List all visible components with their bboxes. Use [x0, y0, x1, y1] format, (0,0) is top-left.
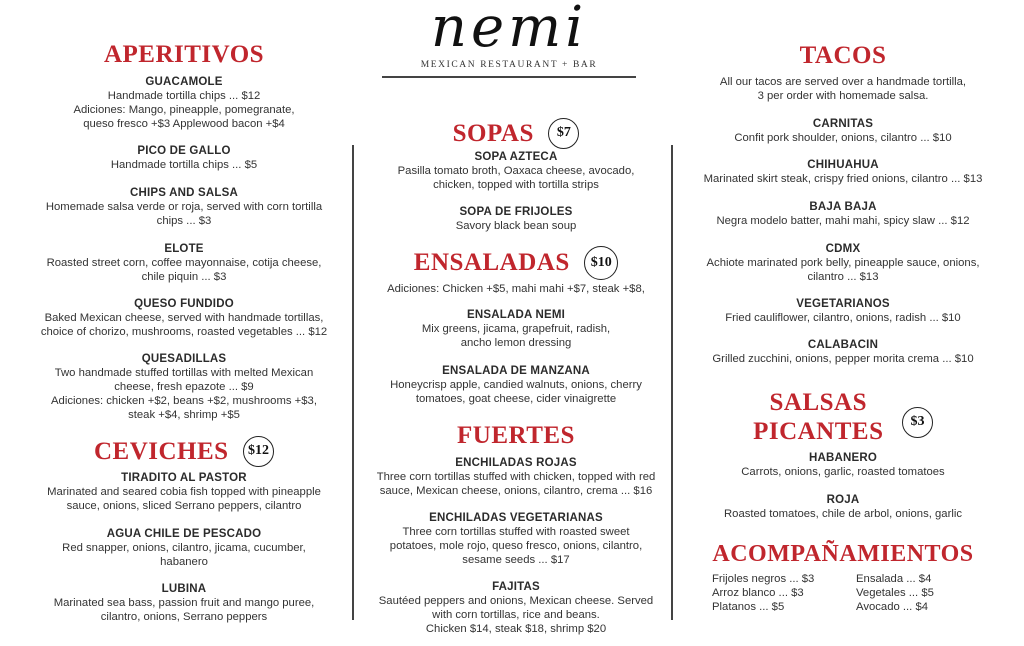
section-header-salsas-picantes: [676, 388, 1010, 446]
section-header-sopas: [362, 118, 670, 149]
side-item: Ensalada ... $4: [856, 573, 932, 585]
item-desc: Sautéed peppers and onions, Mexican cheese. Served: [378, 595, 654, 607]
item-desc: cheese, fresh epazote ... $9: [114, 381, 254, 393]
section-header-acompanamientos: [676, 540, 1010, 568]
item-desc: habanero: [160, 556, 208, 568]
item-desc: Two handmade stuffed tortillas with melted Mexican: [54, 367, 314, 379]
item-name: CDMX: [825, 243, 861, 255]
menu-item-vegetarianos: [676, 297, 1010, 325]
item-name: QUESADILLAS: [141, 353, 227, 365]
menu-item-cdmx: [676, 242, 1010, 284]
item-desc: Confit pork shoulder, onions, cilantro ... $10: [734, 132, 952, 144]
menu-item-lubina: [14, 582, 354, 624]
item-name: ENSALADA NEMI: [466, 309, 565, 321]
menu-item-elote: [14, 242, 354, 284]
item-name: ENSALADA DE MANZANA: [442, 365, 590, 377]
side-item: Platanos ... $5: [712, 601, 785, 613]
menu-item-sopa-de-frijoles: [362, 205, 670, 233]
menu-item-habanero: [676, 451, 1010, 479]
section-title-fuertes: FUERTES: [457, 422, 575, 449]
item-desc: chile piquin ... $3: [141, 271, 227, 283]
section-title-sopas: SOPAS: [452, 119, 534, 147]
section-price-badge: $3: [902, 407, 933, 438]
item-name: SOPA DE FRIJOLES: [459, 206, 573, 218]
menu-item-guacamole: [14, 75, 354, 131]
column-middle: [362, 0, 670, 646]
section-note: Adiciones: Chicken +$5, mahi mahi +$7, steak +$8,: [387, 283, 645, 295]
item-name: PICO DE GALLO: [137, 145, 231, 157]
item-desc: Pasilla tomato broth, Oaxaca cheese, avocado,: [397, 165, 635, 177]
salsas-title-block: [753, 388, 883, 446]
item-desc: potatoes, mole rojo, queso fresco, onions, cilantro,: [389, 540, 643, 552]
item-name: CALABACIN: [807, 339, 879, 351]
svg-text:nemi: nemi: [430, 0, 588, 58]
logo-tagline: MEXICAN RESTAURANT + BAR: [420, 60, 598, 70]
menu-item-agua-chile: [14, 527, 354, 569]
section-header-ceviches: [14, 436, 354, 467]
item-desc: choice of chorizo, mushrooms, roasted vegetables ... $12: [40, 326, 328, 338]
item-name: AGUA CHILE DE PESCADO: [106, 528, 262, 540]
item-desc: Handmade tortilla chips ... $5: [110, 159, 258, 171]
menu-item-enchiladas-vegetarianas: [362, 511, 670, 567]
menu-item-tiradito-al-pastor: [14, 471, 354, 513]
item-desc: sauce, Mexican cheese, onions, cilantro, crema ... $16: [379, 485, 653, 497]
item-desc: Carrots, onions, garlic, roasted tomatoes: [741, 466, 945, 478]
item-desc: Fried cauliflower, cilantro, onions, radish ... $10: [725, 312, 961, 324]
side-item: Vegetales ... $5: [856, 587, 934, 599]
side-item: Avocado ... $4: [856, 601, 929, 613]
item-desc: cilantro ... $13: [807, 271, 879, 283]
item-name: CARNITAS: [812, 118, 874, 130]
sides-right-column: [856, 572, 934, 614]
item-desc: Marinated and seared cobia fish topped with pineapple: [47, 486, 321, 498]
section-price-badge: $12: [243, 436, 274, 467]
menu-item-sopa-azteca: [362, 150, 670, 192]
item-desc: Three corn tortillas stuffed with chicken, topped with red: [376, 471, 656, 483]
section-header-fuertes: [362, 422, 670, 450]
section-title-salsas: SALSAS: [769, 389, 868, 416]
item-desc: ancho lemon dressing: [460, 337, 572, 349]
item-desc: chips ... $3: [156, 215, 212, 227]
sides-left-column: [712, 572, 814, 614]
item-desc: chicken, topped with tortilla strips: [433, 179, 599, 191]
item-name: TIRADITO AL PASTOR: [121, 472, 247, 484]
section-title-acompanamientos: ACOMPAÑAMIENTOS: [712, 541, 974, 567]
item-desc: Adiciones: chicken +$2, beans +$2, mushrooms +$3,: [51, 395, 317, 407]
item-name: ELOTE: [164, 243, 204, 255]
item-desc: Savory black bean soup: [455, 220, 577, 232]
menu-item-carnitas: [676, 117, 1010, 145]
column-right: [676, 0, 1010, 646]
item-name: VEGETARIANOS: [796, 298, 890, 310]
item-name: LUBINA: [161, 583, 207, 595]
item-desc: Honeycrisp apple, candied walnuts, onions, cherry: [390, 379, 642, 391]
ensaladas-note: [362, 282, 670, 296]
item-desc: Red snapper, onions, cilantro, jicama, cucumber,: [62, 542, 306, 554]
item-desc: Handmade tortilla chips ... $12: [107, 90, 261, 102]
item-name: GUACAMOLE: [145, 76, 223, 88]
item-desc: Chicken $14, steak $18, shrimp $20: [425, 623, 607, 635]
section-title-picantes: PICANTES: [753, 418, 884, 445]
menu-item-ensalada-de-manzana: [362, 364, 670, 406]
side-item: Arroz blanco ... $3: [712, 587, 804, 599]
menu-item-chihuahua: [676, 158, 1010, 186]
item-desc: Homemade salsa verde or roja, served with corn tortilla: [45, 201, 323, 213]
item-name: HABANERO: [808, 452, 878, 464]
item-desc: steak +$4, shrimp +$5: [128, 409, 240, 421]
item-desc: Roasted tomatoes, chile de arbol, onions, garlic: [724, 508, 962, 520]
section-price-badge: $10: [584, 246, 618, 280]
menu-item-roja: [676, 493, 1010, 521]
item-desc: Adiciones: Mango, pineapple, pomegranate,: [73, 104, 295, 116]
item-desc: cilantro, onions, Serrano peppers: [100, 611, 268, 623]
item-desc: Roasted street corn, coffee mayonnaise, cotija cheese,: [46, 257, 322, 269]
item-name: SOPA AZTECA: [474, 151, 558, 163]
section-header-aperitivos: [14, 41, 354, 69]
section-title-ensaladas: ENSALADAS: [413, 249, 570, 276]
menu-item-queso-fundido: [14, 297, 354, 339]
item-desc: Grilled zucchini, onions, pepper morita crema ... $10: [712, 353, 974, 365]
item-desc: Marinated skirt steak, crispy fried onions, cilantro ... $13: [703, 173, 983, 185]
item-desc: Achiote marinated pork belly, pineapple sauce, onions,: [706, 257, 980, 269]
item-desc: Marinated sea bass, passion fruit and mango puree,: [53, 597, 315, 609]
menu-item-enchiladas-rojas: [362, 456, 670, 498]
menu-item-calabacin: [676, 338, 1010, 366]
item-desc: queso fresco +$3 Applewood bacon +$4: [83, 118, 285, 130]
item-name: BAJA BAJA: [809, 201, 877, 213]
menu-item-pico-de-gallo: [14, 144, 354, 172]
section-note: 3 per order with homemade salsa.: [757, 90, 929, 102]
menu-item-quesadillas: [14, 352, 354, 422]
item-desc: with corn tortillas, rice and beans.: [432, 609, 600, 621]
item-desc: Baked Mexican cheese, served with handmade tortillas,: [44, 312, 324, 324]
tacos-intro: [676, 75, 1010, 103]
item-desc: sauce, onions, sliced Serrano peppers, cilantro: [66, 500, 302, 512]
item-name: CHIHUAHUA: [807, 159, 879, 171]
item-name: CHIPS AND SALSA: [130, 187, 238, 199]
section-note: All our tacos are served over a handmade tortilla,: [719, 76, 967, 88]
menu-item-baja-baja: [676, 200, 1010, 228]
item-desc: sesame seeds ... $17: [462, 554, 570, 566]
item-desc: tomatoes, goat cheese, cider vinaigrette: [415, 393, 617, 405]
section-price-badge: $7: [548, 118, 579, 149]
column-left: [14, 0, 354, 646]
section-header-ensaladas: [362, 246, 670, 280]
item-desc: Three corn tortillas stuffed with roasted sweet: [402, 526, 630, 538]
menu-item-chips-and-salsa: [14, 186, 354, 228]
section-title-tacos: TACOS: [799, 42, 887, 69]
section-title-aperitivos: APERITIVOS: [103, 41, 265, 68]
menu-item-ensalada-nemi: [362, 308, 670, 350]
item-desc: Mix greens, jicama, grapefruit, radish,: [421, 323, 611, 335]
item-name: FAJITAS: [492, 581, 540, 593]
menu-item-fajitas: [362, 580, 670, 636]
item-name: ROJA: [826, 494, 860, 506]
section-title-ceviches: CEVICHES: [93, 437, 229, 465]
item-desc: Negra modelo batter, mahi mahi, spicy slaw ... $12: [716, 215, 970, 227]
item-name: ENCHILADAS ROJAS: [455, 457, 577, 469]
side-item: Frijoles negros ... $3: [712, 573, 815, 585]
item-name: QUESO FUNDIDO: [134, 298, 234, 310]
item-name: ENCHILADAS VEGETARIANAS: [429, 512, 603, 524]
column-divider-right: [671, 145, 673, 620]
section-header-tacos: [676, 42, 1010, 70]
